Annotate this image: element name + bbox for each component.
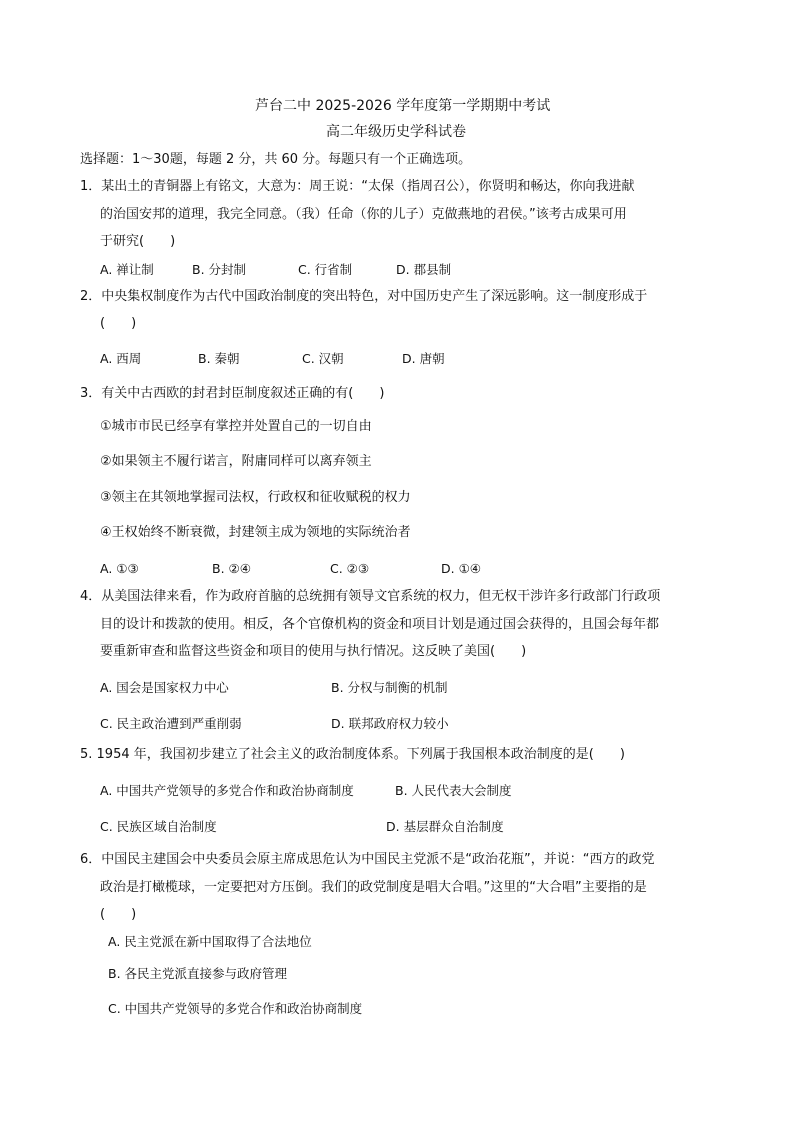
section-instructions: 选择题：1～30题，每题 2 分，共 60 分。每题只有一个正确选项。 <box>80 152 472 167</box>
question-3-option-c[interactable]: C. ②③ <box>330 561 370 576</box>
exam-title: 芦台二中 2025-2026 学年度第一学期期中考试 <box>255 98 551 114</box>
question-6-line-1: 6．中国民主建国会中央委员会原主席成思危认为中国民主党派不是“政治花瓶”，并说：“西方的政党 <box>80 852 655 867</box>
question-4-option-b[interactable]: B. 分权与制衡的机制 <box>331 680 448 695</box>
question-3-item-3: ③领主在其领地掌握司法权，行政权和征收赋税的权力 <box>100 490 411 505</box>
question-3-option-b[interactable]: B. ②④ <box>212 561 251 576</box>
question-3-line-1: 3．有关中古西欧的封君封臣制度叙述正确的有( ) <box>80 386 385 401</box>
question-3-item-1: ①城市市民已经享有掌控并处置自己的一切自由 <box>100 419 372 434</box>
question-5-option-d[interactable]: D. 基层群众自治制度 <box>386 819 504 834</box>
question-2-option-c[interactable]: C. 汉朝 <box>302 351 344 366</box>
question-1-option-d[interactable]: D. 郡县制 <box>396 262 452 277</box>
question-3-item-4: ④王权始终不断衰微，封建领主成为领地的实际统治者 <box>100 525 411 540</box>
question-1-line-1: 1．某出土的青铜器上有铭文，大意为：周王说：“太保（指周召公），你贤明和畅达，你向我进献 <box>80 179 635 194</box>
question-1-option-b[interactable]: B. 分封制 <box>192 262 247 277</box>
question-4-line-2: 目的设计和拨款的使用。相反，各个官僚机构的资金和项目计划是通过国会获得的，且国会每年都 <box>100 617 660 632</box>
question-3-option-a[interactable]: A. ①③ <box>100 561 139 576</box>
question-6-line-3: ( ) <box>100 907 137 922</box>
question-1-line-3: 于研究( ) <box>100 234 176 249</box>
question-2-line-1: 2．中央集权制度作为古代中国政治制度的突出特色，对中国历史产生了深远影响。这一制度形成于 <box>80 289 648 304</box>
question-5-option-c[interactable]: C. 民族区域自治制度 <box>100 819 217 834</box>
question-5-option-a[interactable]: A. 中国共产党领导的多党合作和政治协商制度 <box>100 783 354 798</box>
question-2-option-b[interactable]: B. 秦朝 <box>198 351 240 366</box>
question-2-option-d[interactable]: D. 唐朝 <box>402 351 445 366</box>
question-6-option-c[interactable]: C. 中国共产党领导的多党合作和政治协商制度 <box>108 1001 363 1016</box>
question-6-option-b[interactable]: B. 各民主党派直接参与政府管理 <box>108 966 288 981</box>
question-4-line-3: 要重新审查和监督这些资金和项目的使用与执行情况。这反映了美国( ) <box>100 644 527 659</box>
exam-subtitle: 高二年级历史学科试卷 <box>326 124 466 140</box>
question-6-option-a[interactable]: A. 民主党派在新中国取得了合法地位 <box>108 934 312 949</box>
question-4-option-d[interactable]: D. 联邦政府权力较小 <box>331 716 449 731</box>
question-3-item-2: ②如果领主不履行诺言，附庸同样可以离弃领主 <box>100 454 372 469</box>
question-4-line-1: 4．从美国法律来看，作为政府首脑的总统拥有领导文官系统的权力，但无权干涉许多行政部门行政项 <box>80 589 661 604</box>
question-1-line-2: 的治国安邦的道理，我完全同意。（我）任命（你的儿子）克做燕地的君侯。”该考古成果可用 <box>100 207 627 222</box>
question-5-line-1: 5. 1954 年，我国初步建立了社会主义的政治制度体系。下列属于我国根本政治制度的是( ) <box>80 747 625 762</box>
question-1-option-a[interactable]: A. 禅让制 <box>100 262 154 277</box>
question-2-option-a[interactable]: A. 西周 <box>100 351 142 366</box>
question-4-option-c[interactable]: C. 民主政治遭到严重削弱 <box>100 716 242 731</box>
question-1-option-c[interactable]: C. 行省制 <box>298 262 353 277</box>
question-3-option-d[interactable]: D. ①④ <box>441 561 481 576</box>
question-2-line-2: ( ) <box>100 316 137 331</box>
question-5-option-b[interactable]: B. 人民代表大会制度 <box>395 783 512 798</box>
question-4-option-a[interactable]: A. 国会是国家权力中心 <box>100 680 229 695</box>
question-6-line-2: 政治是打橄榄球，一定要把对方压倒。我们的政党制度是唱大合唱。”这里的“大合唱”主要指的是 <box>100 880 647 895</box>
